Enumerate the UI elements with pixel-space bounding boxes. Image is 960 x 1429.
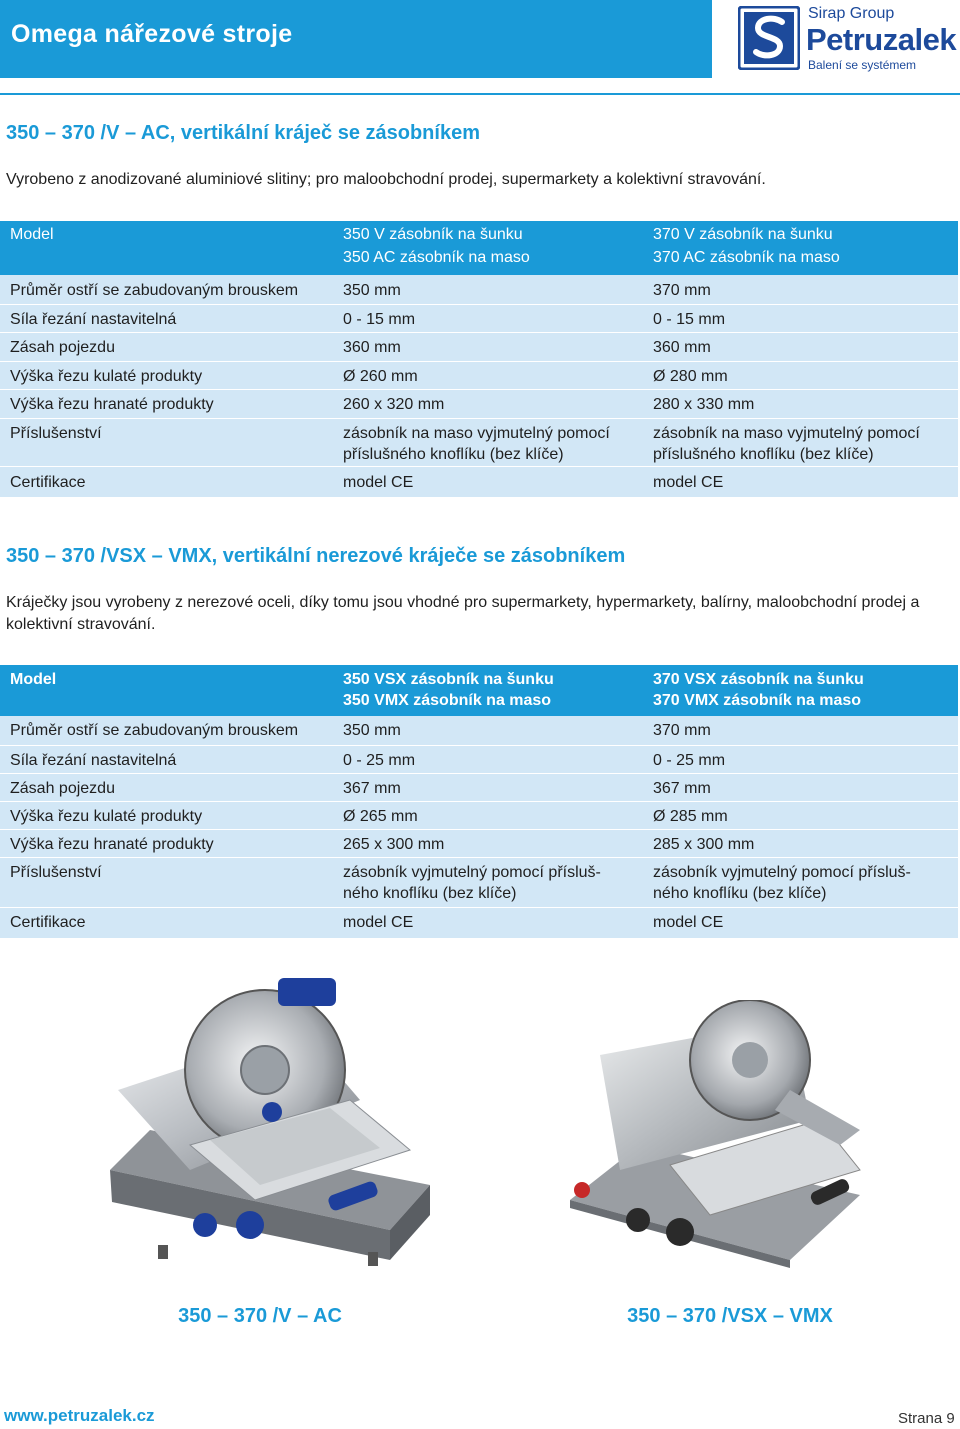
table-header-row: [0, 665, 958, 716]
title-bar: [0, 0, 712, 78]
section2-description: Kráječky jsou vyrobeny z nerezové oceli, díky tomu jsou vhodné pro supermarkety, hypermarkety, balírny, maloobchodní prodej a kolektivní stravování.: [6, 594, 920, 633]
table-row: Výška řezu hranaté produkty 260 x 320 mm 280 x 330 mm: [0, 389, 958, 418]
table-row: Certifikace model CE model CE: [0, 907, 958, 938]
section1-description: Vyrobeno z anodizované aluminiové slitiny; pro maloobchodní prodej, supermarkety a kolektivní stravování.: [6, 171, 766, 188]
table-header-row: [0, 247, 958, 275]
page-title: Omega nářezové stroje: [11, 20, 293, 48]
model-col2-line2: 370 AC zásobník na maso: [643, 247, 958, 275]
product2-caption: 350 – 370 /VSX – VMX: [627, 1305, 833, 1327]
table-row: Síla řezání nastavitelná 0 - 15 mm 0 - 15 mm: [0, 304, 958, 332]
model-col1-line2: 350 VMX zásobník na maso: [343, 692, 552, 709]
table-header-row: [0, 221, 958, 247]
logo-group-text: Sirap Group: [808, 5, 895, 22]
table-row: Příslušenství zásobník na maso vyjmutelný pomocí příslušného knoflíku (bez klíče) zásobník na maso vyjmutelný pomocí příslušného knoflíku (bez klíče): [0, 418, 958, 466]
slicer-v-ac-image: [90, 970, 450, 1270]
table-row: Výška řezu hranaté produkty 265 x 300 mm 285 x 300 mm: [0, 829, 958, 857]
section1-spec-table: [0, 221, 958, 497]
logo-name: Petruzalek: [806, 22, 957, 57]
table-row: Certifikace model CE model CE: [0, 466, 958, 497]
model-label: Model: [0, 221, 333, 247]
petruzalek-logo-icon: [738, 6, 800, 70]
slicer-vsx-vmx-image: [560, 1000, 890, 1270]
logo-tagline: Balení se systémem: [808, 58, 917, 72]
model-col1-line2: 350 AC zásobník na maso: [333, 247, 643, 275]
table-row: Síla řezání nastavitelná 0 - 25 mm 0 - 25 mm: [0, 745, 958, 773]
model-col1-line1: 350 VSX zásobník na šunku: [343, 671, 554, 688]
table-row: Příslušenství zásobník vyjmutelný pomocí přísluš- ného knoflíku (bez klíče) zásobník vyjmutelný pomocí přísluš- ného knoflíku (bez klíče): [0, 857, 958, 907]
section1-title: 350 – 370 /V – AC, vertikální kráječ se zásobníkem: [6, 122, 480, 144]
footer-website-link[interactable]: www.petruzalek.cz: [4, 1406, 155, 1425]
table-row: Zásah pojezdu 367 mm 367 mm: [0, 773, 958, 801]
product1-caption: 350 – 370 /V – AC: [178, 1305, 342, 1327]
header-divider: [0, 93, 960, 95]
petruzalek-logo: [734, 2, 960, 76]
table-row: Výška řezu kulaté produkty Ø 260 mm Ø 280 mm: [0, 361, 958, 389]
model-label: Model: [0, 665, 333, 716]
page-header: [0, 0, 960, 78]
section2-spec-table: [0, 665, 958, 938]
table-row: Průměr ostří se zabudovaným brouskem 350 mm 370 mm: [10, 282, 711, 299]
model-col1-line1: 350 V zásobník na šunku: [333, 221, 643, 247]
table-row: Průměr ostří se zabudovaným brouskem 350 mm 370 mm: [10, 722, 711, 739]
model-col2-line1: 370 V zásobník na šunku: [643, 221, 958, 247]
table-row: Zásah pojezdu 360 mm 360 mm: [0, 332, 958, 361]
model-col2-line1: 370 VSX zásobník na šunku: [653, 671, 864, 688]
table-row: Výška řezu kulaté produkty Ø 265 mm Ø 285 mm: [0, 801, 958, 829]
model-col2-line2: 370 VMX zásobník na maso: [653, 692, 862, 709]
section2-title: 350 – 370 /VSX – VMX, vertikální nerezové kráječe se zásobníkem: [6, 545, 626, 567]
page-number: Strana 9: [898, 1410, 955, 1427]
